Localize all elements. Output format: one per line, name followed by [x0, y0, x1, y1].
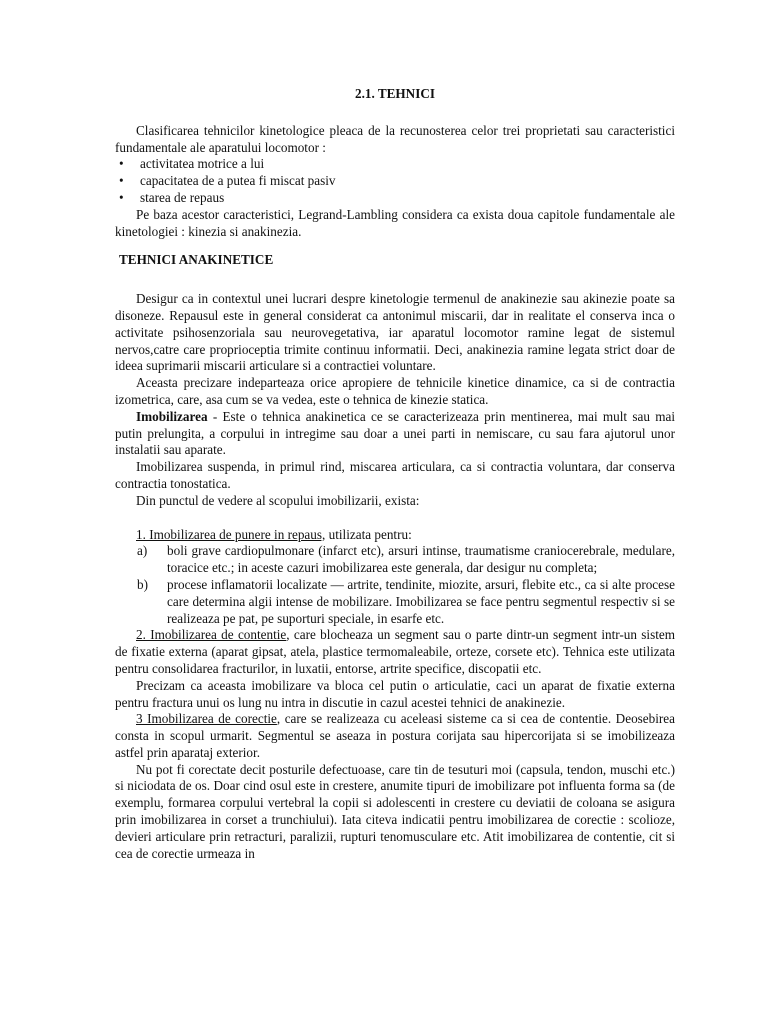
spacer [115, 510, 675, 527]
list-item: • starea de repaus [119, 189, 225, 205]
intro-paragraph: Clasificarea tehnicilor kinetologice pleaca de la recunosterea celor trei proprietati sau caracteristici fundamentale ale aparatului locomotor : [115, 122, 675, 155]
list-item: • capacitatea de a putea fi miscat pasiv [119, 173, 336, 189]
item-2: 2. Imobilizarea de contentie, care blocheaza un segment sau o parte dintr-un segment intr-un sistem de fixatie externa (aparat gipsat, atela, plastice termomaleabile, orteze, corsete etc). Tehnica este utilizata pentru consolidarea fracturilor, in luxatii, entorse, artrite specifice, discopatii etc. [115, 627, 675, 676]
aceasta-paragraph: Aceasta precizare indeparteaza orice apropiere de tehnicile kinetice dinamice, ca si de contractia izometrica, care, asa cum se va vedea, este o tehnica de kinezie statica. [115, 375, 675, 407]
section-title: 2.1. TEHNICI [354, 86, 435, 101]
section-heading: TEHNICI ANAKINETICE [119, 252, 274, 268]
list-item: • activitatea motrice a lui [119, 156, 265, 172]
document-body [115, 86, 675, 862]
item-1: 1. Imobilizarea de punere in repaus, utilizata pentru: [136, 526, 412, 542]
item-1-sublist [115, 543, 675, 627]
item-2-label: 2. Imobilizarea de contentie [136, 627, 287, 643]
list-item: a) boli grave cardiopulmonare (infarct etc), arsuri intinse, traumatisme craniocerebrale, medulare, toracice etc.; in aceste cazuri imobilizarea este generala, dar desigur nu completa; [137, 543, 675, 576]
desigur-paragraph: Desigur ca in contextul unei lucrari despre kinetologie termenul de anakinezie sau akinezie poate sa disoneze. Repausul este in general considerat ca antonimul miscarii, dar in realitate el conserva inca o activitate psihosenzoriala sau neurovegetativa, iar aparatul locomotor ramine legat de sistemul nervos,catre care proprioceptia trimite continuu informatii. Deci, anakinezia ramine legata strict doar de ideea suprimarii miscarii articulare si a contractiei voluntare. [115, 291, 675, 374]
properties-list [115, 156, 675, 206]
bullet-icon: • [119, 189, 124, 205]
suspenda-paragraph: Imobilizarea suspenda, in primul rind, miscarea articulara, ca si contractia voluntara, dar conserva contractia tonostatica. [115, 459, 675, 491]
item-1-label: 1. Imobilizarea de punere in repaus, [136, 526, 326, 542]
bullet-icon: • [119, 156, 124, 172]
imobilizarea-paragraph: Imobilizarea - Este o tehnica anakinetica ce se caracterizeaza prin mentinerea, mai mult sau mai putin prelungita, a corpului in intregime sau doar a unei parti in nemiscare, cu sau fara ajutorul unor instalatii sau aparate. [115, 408, 675, 458]
item-3-label: 3 Imobilizarea de corectie [136, 711, 277, 727]
bullet-icon: • [119, 173, 124, 189]
nupot-paragraph: Nu pot fi corectate decit posturile defectuoase, care tin de tesuturi moi (capsula, tendon, muschi etc.) si niciodata de os. Doar cind osul este in crestere, anumite tipuri de imobilizare pot influenta forma sa (de exemplu, formarea corpului vertebral la copii si adolescenti in crestere cu deviatii de coloana se asigura prin imobilizarea in corset a trunchiului). Iata citeva indicatii pentru imobilizarea de corectie : scolioze, devieri articulare prin retracturi, paralizii, rupturi tenomusculare etc. Atit imobilizarea de contentie, cit si cea de corectie urmeaza in [115, 761, 675, 861]
item-3: 3 Imobilizarea de corectie, care se realizeaza cu aceleasi sisteme ca si cea de contentie. Deosebirea consta in scopul urmarit. Segmentul se aseaza in postura corijata sau hipercorijata si se imobilizeaza astfel prin aparataj exterior. [115, 711, 675, 760]
legrand-paragraph: Pe baza acestor caracteristici, Legrand-Lambling considera ca exista doua capitole fundamentale ale kinetologiei : kinezia si anakinezia. [115, 206, 675, 239]
list-item: b) procese inflamatorii localizate — artrite, tendinite, miozite, arsuri, flebite etc., ca si alte procese care determina algii intense de mobilizare. Imobilizarea se face pentru segmentul respectiv si se realizeaza pe pat, pe suporturi speciale, in esarfe etc. [137, 576, 675, 626]
precizam-paragraph: Precizam ca aceasta imobilizare va bloca cel putin o articulatie, caci un aparat de fixatie externa pentru fractura unui os lung nu intra in discutie in cazul acestei tehnici de anakinezie. [115, 677, 675, 710]
imobilizarea-term: Imobilizarea [136, 408, 208, 424]
scop-paragraph: Din punctul de vedere al scopului imobilizarii, exista: [136, 492, 420, 508]
